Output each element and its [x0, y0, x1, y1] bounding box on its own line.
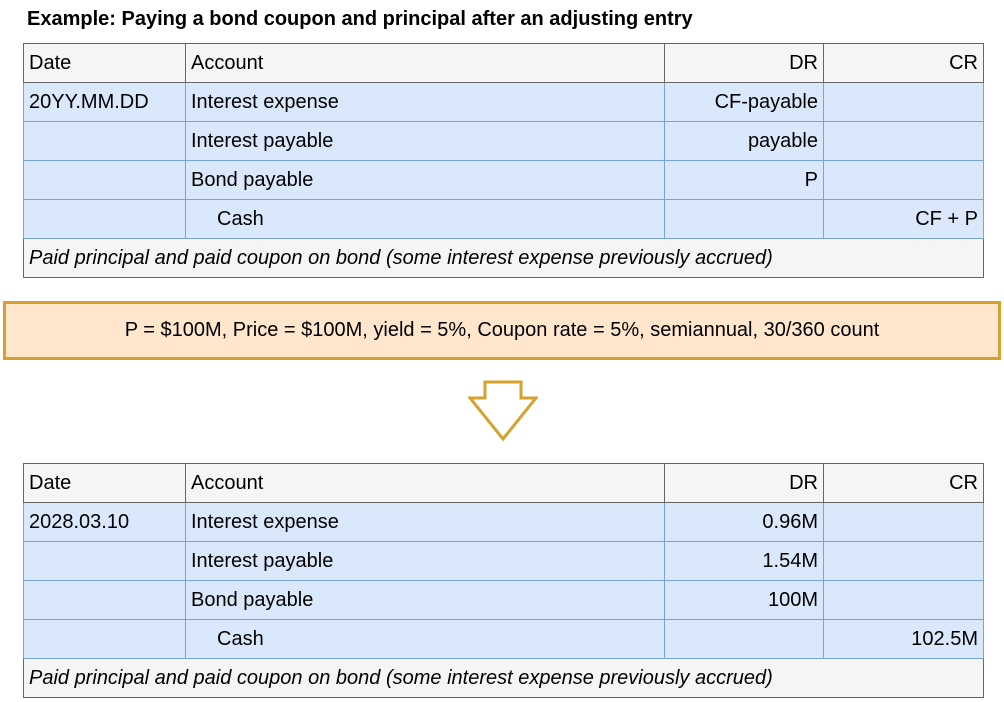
account-cell: Interest expense: [186, 83, 665, 122]
dr-column-header: DR: [665, 464, 824, 503]
parameters-text: P = $100M, Price = $100M, yield = 5%, Coupon rate = 5%, semiannual, 30/360 count: [124, 319, 880, 341]
table-row: [24, 620, 984, 659]
date-cell: [24, 122, 186, 161]
table-row: [24, 503, 984, 542]
down-arrow-icon: [468, 380, 538, 442]
dr-cell: 1.54M: [665, 542, 824, 581]
cr-cell: [824, 503, 984, 542]
date-cell: 2028.03.10: [24, 503, 186, 542]
account-cell: Cash: [186, 200, 665, 239]
cr-column-header: CR: [824, 464, 984, 503]
table-note-row: [24, 659, 984, 698]
date-cell: [24, 161, 186, 200]
account-cell: Bond payable: [186, 581, 665, 620]
date-cell: 20YY.MM.DD: [24, 83, 186, 122]
general-journal-entry-table: [23, 43, 984, 278]
account-column-header: Account: [186, 464, 665, 503]
cr-cell: 102.5M: [824, 620, 984, 659]
cr-cell: [824, 122, 984, 161]
table-row: [24, 581, 984, 620]
cr-cell: [824, 161, 984, 200]
date-cell: [24, 620, 186, 659]
account-cell: Bond payable: [186, 161, 665, 200]
table-row: [24, 542, 984, 581]
date-cell: [24, 581, 186, 620]
cr-column-header: CR: [824, 44, 984, 83]
cr-cell: [824, 581, 984, 620]
dr-cell: [665, 200, 824, 239]
entry-description: Paid principal and paid coupon on bond (some interest expense previously accrued): [24, 239, 984, 278]
account-cell: Interest expense: [186, 503, 665, 542]
account-cell: Interest payable: [186, 542, 665, 581]
account-column-header: Account: [186, 44, 665, 83]
example-journal-entry-table: [23, 463, 984, 698]
date-column-header: Date: [24, 464, 186, 503]
cr-cell: [824, 83, 984, 122]
diagram-title: Example: Paying a bond coupon and principal after an adjusting entry: [27, 8, 693, 30]
dr-cell: payable: [665, 122, 824, 161]
table-note-row: [24, 239, 984, 278]
dr-cell: P: [665, 161, 824, 200]
table-row: [24, 161, 984, 200]
dr-column-header: DR: [665, 44, 824, 83]
account-cell: Cash: [186, 620, 665, 659]
dr-cell: [665, 620, 824, 659]
account-cell: Interest payable: [186, 122, 665, 161]
dr-cell: 100M: [665, 581, 824, 620]
cr-cell: [824, 542, 984, 581]
table-row: [24, 122, 984, 161]
dr-cell: 0.96M: [665, 503, 824, 542]
table-row: [24, 83, 984, 122]
date-column-header: Date: [24, 44, 186, 83]
table-header-row: [24, 44, 984, 83]
table-header-row: [24, 464, 984, 503]
dr-cell: CF-payable: [665, 83, 824, 122]
date-cell: [24, 200, 186, 239]
parameters-box: [3, 301, 1001, 360]
cr-cell: CF + P: [824, 200, 984, 239]
entry-description: Paid principal and paid coupon on bond (some interest expense previously accrued): [24, 659, 984, 698]
table-row: [24, 200, 984, 239]
date-cell: [24, 542, 186, 581]
